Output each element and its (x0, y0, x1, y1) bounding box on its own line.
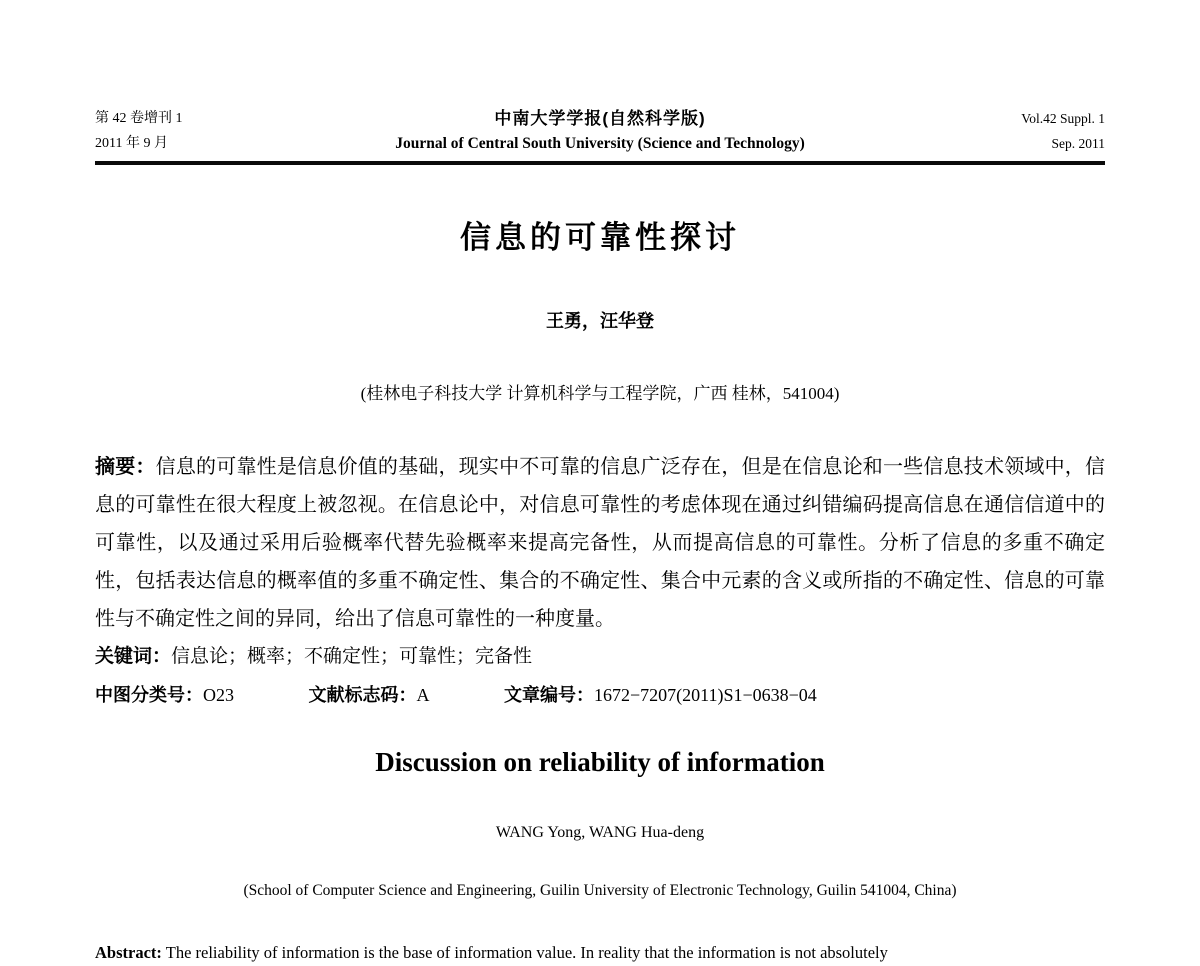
doc-code-value: A (416, 685, 430, 705)
paper-title-en: Discussion on reliability of information (375, 747, 825, 777)
abstract-en-label: Abstract: (95, 943, 162, 962)
paper-affiliation-en: (School of Computer Science and Engineering, Guilin University of Electronic Technology, Guilin 541004, China) (243, 882, 957, 899)
paper-authors-zh: 王勇，汪华登 (546, 311, 654, 331)
journal-volume-block-en (885, 106, 1105, 156)
abstract-zh (95, 448, 1105, 638)
doc-code-label: 文献标志码： (308, 685, 417, 705)
journal-date-en: Sep. 2011 (1051, 136, 1105, 151)
paper-affiliation-zh: (桂林电子科技大学 计算机科学与工程学院，广西 桂林，541004) (360, 384, 840, 403)
keywords-line (95, 638, 1105, 676)
abstract-en (95, 940, 1105, 966)
journal-header (95, 106, 1105, 156)
journal-volume-zh: 第 42 卷增刊 1 (95, 111, 183, 126)
journal-name-block (315, 106, 885, 156)
journal-volume-block-zh (95, 106, 315, 156)
clc-label: 中图分类号： (95, 685, 203, 705)
paper-authors-en: WANG Yong, WANG Hua-deng (495, 824, 705, 841)
article-no-group (504, 685, 817, 705)
abstract-en-text: The reliability of information is the base of information value. In reality that the information is not absolutely (165, 943, 888, 962)
doc-code-group (309, 685, 430, 705)
abstract-zh-text: 信息的可靠性是信息价值的基础，现实中不可靠的信息广泛存在，但是在信息论和一些信息技术领域中，信息的可靠性在很大程度上被忽视。在信息论中，对信息可靠性的考虑体现在通过纠错编码提高信息在通信信道中的可靠性，以及通过采用后验概率代替先验概率来提高完备性，从而提高信息的可靠性。分析了信息的多重不确定性，包括表达信息的概率值的多重不确定性、集合的不确定性、集合中元素的含义或所指的不确定性、信息的可靠性与不确定性之间的异同，给出了信息可靠性的一种度量。 (95, 456, 1106, 630)
keywords-text: 信息论；概率；不确定性；可靠性；完备性 (171, 646, 533, 667)
journal-date-zh: 2011 年 9 月 (95, 136, 168, 151)
journal-name-zh: 中南大学学报(自然科学版) (494, 109, 706, 128)
journal-name-en: Journal of Central South University (Science and Technology) (395, 135, 805, 152)
paper-title-zh: 信息的可靠性探讨 (460, 220, 740, 255)
header-rule (95, 161, 1105, 165)
abstract-zh-label: 摘要： (95, 456, 156, 478)
clc-value: O23 (203, 685, 234, 705)
article-no-value: 1672−7207(2011)S1−0638−04 (594, 685, 817, 705)
journal-volume-en: Vol.42 Suppl. 1 (1021, 111, 1105, 126)
clc-group (95, 685, 234, 705)
clc-line (95, 676, 1105, 714)
article-no-label: 文章编号： (504, 685, 594, 705)
keywords-label: 关键词： (95, 646, 172, 667)
